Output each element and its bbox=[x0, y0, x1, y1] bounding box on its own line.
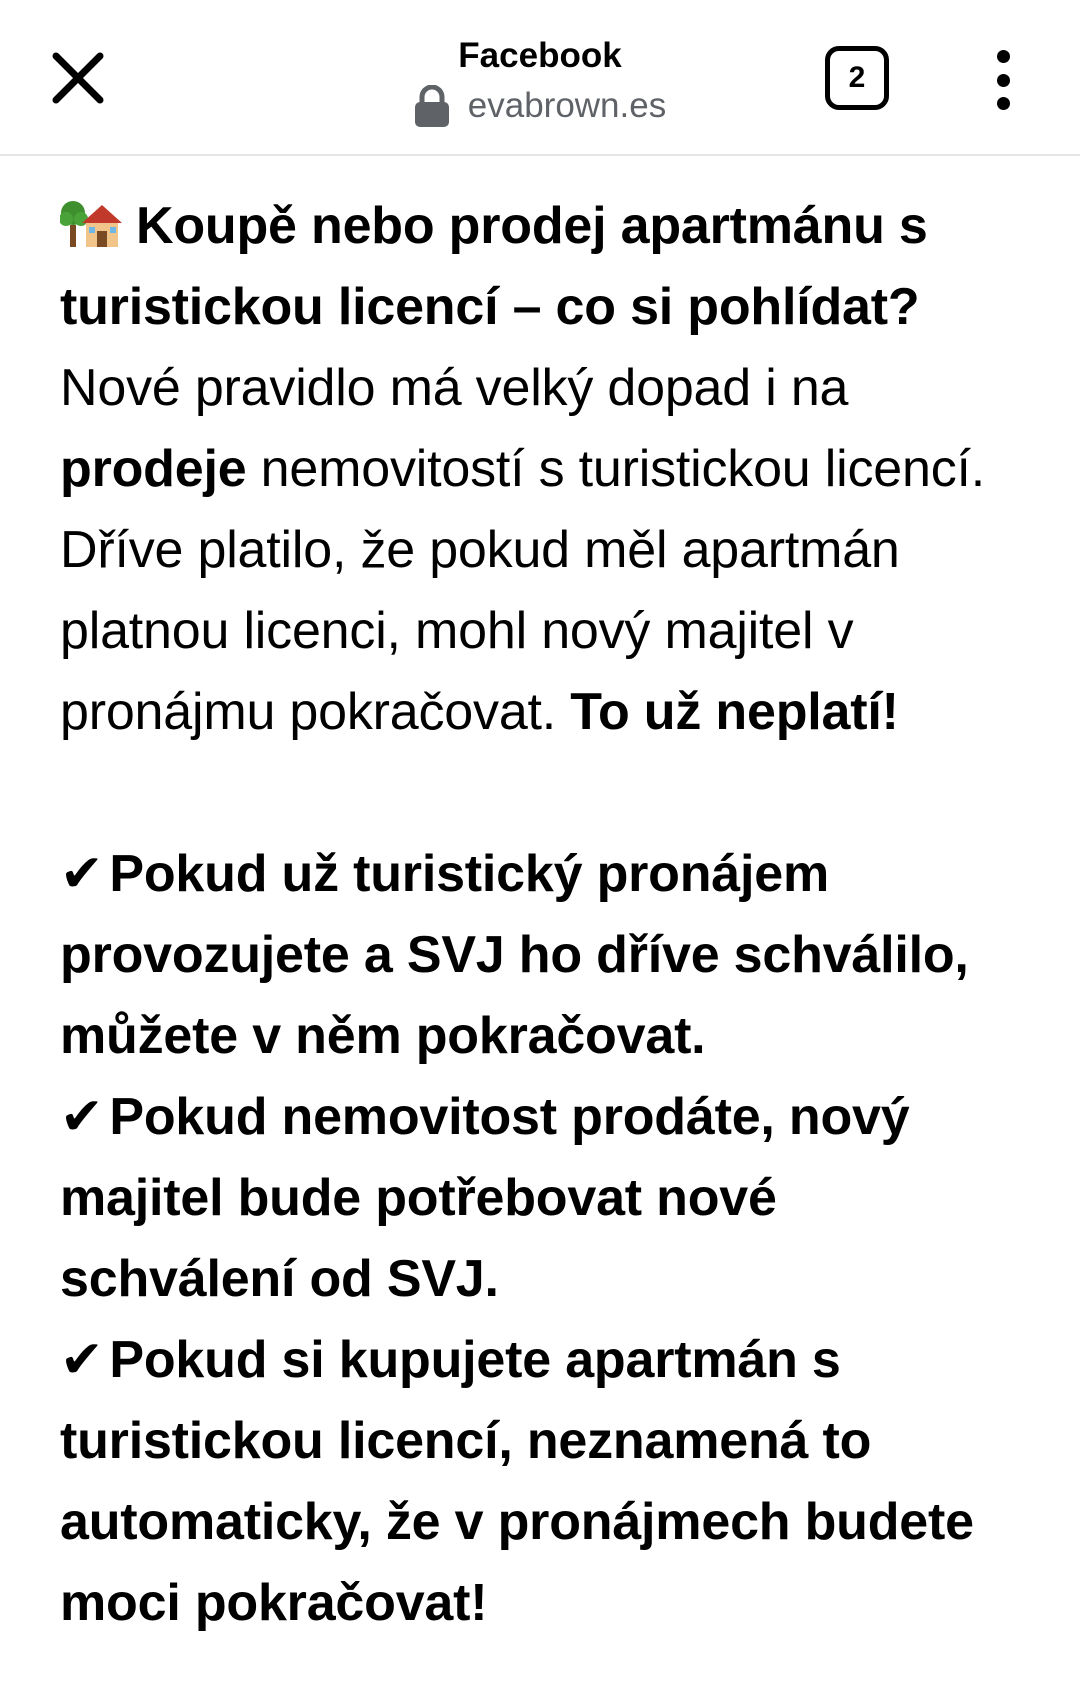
close-icon[interactable] bbox=[42, 42, 114, 114]
page-title-block bbox=[340, 34, 740, 128]
check-mark-icon: ✔ bbox=[60, 1331, 104, 1389]
menu-dot bbox=[997, 74, 1010, 87]
paragraph-spacer bbox=[60, 753, 1020, 834]
intro-paragraph bbox=[60, 348, 1020, 753]
more-vertical-icon[interactable] bbox=[975, 44, 1031, 116]
article-headline: Koupě nebo prodej apartmánu s turistickou licencí – co si pohlídat? bbox=[60, 197, 928, 336]
list-item bbox=[60, 1077, 1020, 1320]
url-row[interactable] bbox=[340, 84, 740, 128]
point-text: Pokud si kupujete apartmán s turistickou licencí, neznamená to automaticky, že v pronájmech budete moci pokračovat! bbox=[60, 1331, 974, 1632]
tab-count: 2 bbox=[848, 61, 866, 94]
headline-paragraph bbox=[60, 186, 1020, 348]
lock-icon bbox=[414, 85, 450, 127]
house-with-tree-icon bbox=[60, 192, 124, 248]
menu-dot bbox=[997, 97, 1010, 110]
intro-bold-word: prodeje bbox=[60, 440, 247, 498]
page-title: Facebook bbox=[458, 36, 622, 75]
point-text: Pokud už turistický pronájem provozujete a SVJ ho dříve schválilo, můžete v něm pokračovat. bbox=[60, 845, 969, 1065]
list-item bbox=[60, 834, 1020, 1077]
tab-switcher-button[interactable] bbox=[825, 46, 889, 110]
article-body bbox=[60, 186, 1020, 1644]
list-item bbox=[60, 1320, 1020, 1644]
check-mark-icon: ✔ bbox=[60, 1088, 104, 1146]
menu-dot bbox=[997, 50, 1010, 63]
intro-text-1: Nové pravidlo má velký dopad i na bbox=[60, 359, 849, 417]
intro-text-2: nemovitostí s turistickou licencí. Dříve platilo, že pokud měl apartmán platnou licenci, mohl nový majitel v pronájmu pokračovat. bbox=[60, 440, 986, 741]
browser-topbar bbox=[0, 0, 1080, 156]
url-domain: evabrown.es bbox=[467, 86, 667, 125]
check-mark-icon: ✔ bbox=[60, 845, 104, 903]
point-text: Pokud nemovitost prodáte, nový majitel bude potřebovat nové schválení od SVJ. bbox=[60, 1088, 910, 1308]
intro-bold-end: To už neplatí! bbox=[570, 683, 899, 741]
